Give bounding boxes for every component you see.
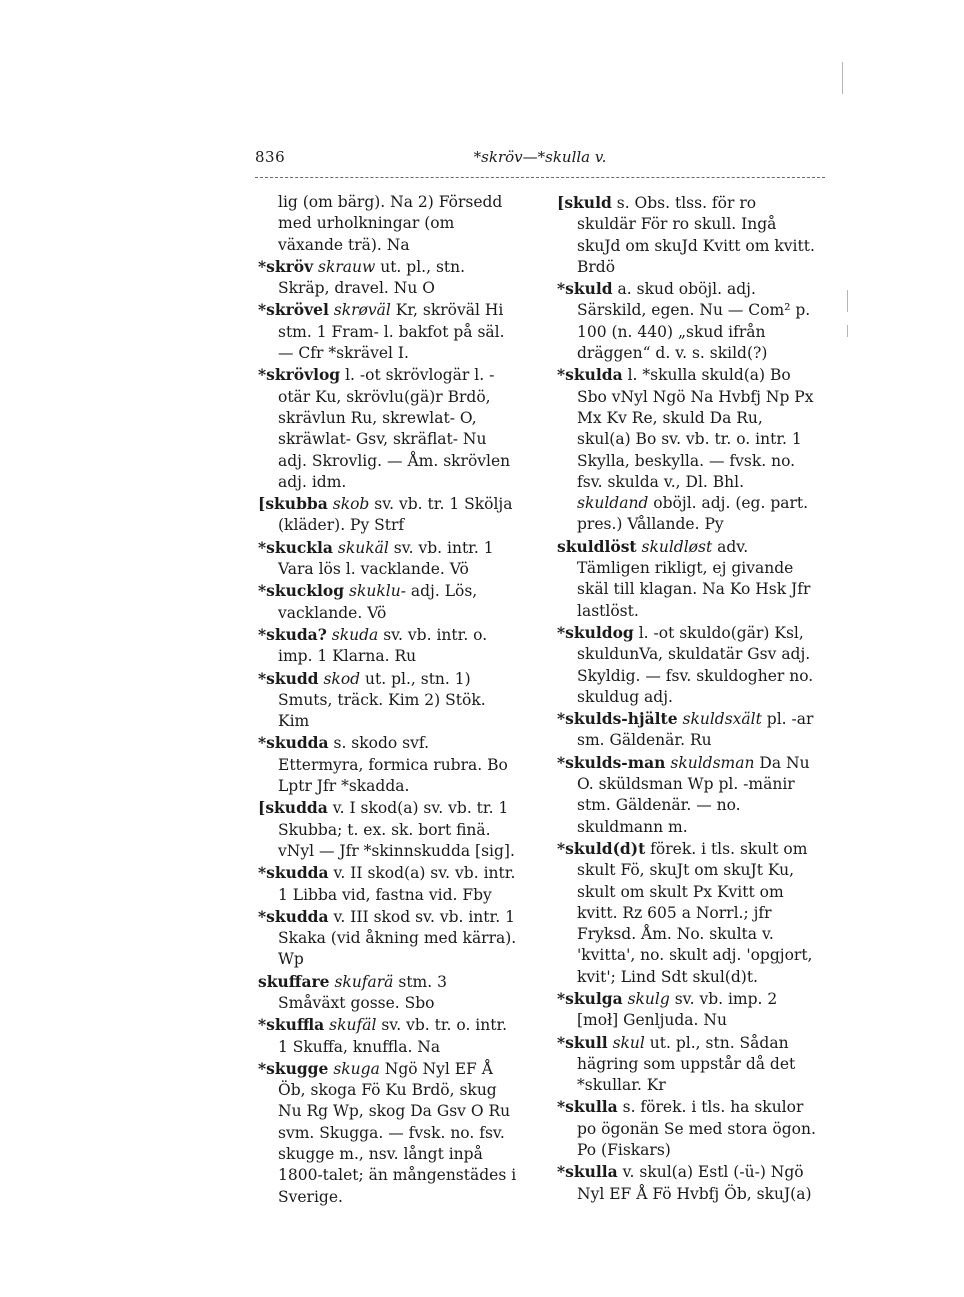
dialect-form: skod	[323, 669, 361, 688]
headword: *skuckla	[258, 537, 333, 557]
dictionary-entry: *skugge skuga Ngö Nyl EF Å Öb, skoga Fö Ku Brdö, skug Nu Rg Wp, skog Da Gsv O Ru svm. Skugga. — fvsk. no. fsv. skugge m., nsv. långt inpå 1800-talet; än mångenstädes i Sverige.	[258, 1058, 517, 1206]
dialect-form: skufarä	[334, 972, 394, 991]
headword: *skulga	[557, 988, 623, 1008]
headword: *skuld(d)t	[557, 838, 646, 858]
dialect-form: skuldsxält	[682, 710, 762, 729]
dialect-form: skuldand	[577, 494, 649, 513]
dictionary-entry: *skrövlog l. -ot skrövlogär l. -otär Ku, skrövlu(gä)r Brdö, skrävlun Ru, skrewlat- O, skräwlat- Gsv, skräflat- Nu adj. Skrovlig. — Åm. skrövlen adj. idm.	[258, 365, 511, 491]
running-head: *skröv—*skulla v.	[473, 148, 607, 166]
dictionary-entry: *skucklog skuklu- adj. Lös, vacklande. Vö	[258, 581, 478, 622]
headword: *skrövlog	[258, 365, 341, 385]
scan-margin-mark	[842, 62, 843, 94]
dictionary-entry: [skubba skob sv. vb. tr. 1 Skölja (kläder). Py Strf	[258, 494, 513, 535]
header-rule	[255, 177, 825, 178]
page-header	[255, 148, 825, 170]
headword: *skulds-hjälte	[557, 709, 678, 729]
dictionary-entry: *skuffla skufäl sv. vb. tr. o. intr. 1 Skuffa, knuffla. Na	[258, 1015, 508, 1056]
headword: *skuldog	[557, 622, 634, 642]
dialect-form: skuldsman	[670, 753, 755, 772]
dictionary-entry: *skuldog l. -ot skuldo(gär) Ksl, skuldunVa, skuldatär Gsv adj. Skyldig. — fsv. skuldogher no. skuldug adj.	[557, 622, 814, 706]
headword: *skrövel	[258, 300, 329, 320]
headword: *skröv	[258, 256, 314, 276]
headword: *skugge	[258, 1058, 329, 1078]
dictionary-entry: *skudda v. II skod(a) sv. vb. intr. 1 Libba vid, fastna vid. Fby	[258, 863, 516, 904]
dictionary-entry: *skulda l. *skulla skuld(a) Bo Sbo vNyl Ngö Na Hvbfj Np Px Mx Kv Re, skuld Da Ru, skul(a) Bo sv. vb. tr. o. intr. 1 Skylla, beskylla. — fvsk. no. fsv. skulda v., Dl. Bhl.	[557, 365, 814, 491]
headword: *skulda	[557, 365, 623, 385]
scan-margin-mark	[847, 290, 848, 312]
dictionary-entry: [skuld s. Obs. tlss. för ro skuldär För ro skull. Ingå skuJd om skuJd Kvitt om kvitt. Brdö	[557, 193, 815, 276]
headword: [skubba	[258, 494, 328, 514]
dialect-form: skrauw	[318, 257, 376, 276]
headword: *skull	[557, 1032, 608, 1052]
dictionary-entry: lig (om bärg). Na 2) Försedd med urholkningar (om växande trä). Na	[278, 193, 503, 254]
headword: *skudd	[258, 668, 319, 688]
headword: *skuda?	[258, 624, 327, 644]
dialect-form: skulg	[627, 989, 670, 1008]
headword: *skudda	[258, 906, 329, 926]
dialect-form: skuklu-	[349, 582, 406, 601]
dialect-form: skuda	[331, 625, 379, 644]
headword: *skulds-man	[557, 752, 666, 772]
dictionary-entry: *skulla s. förek. i tls. ha skulor po ögonän Se med stora ögon. Po (Fiskars)	[557, 1097, 816, 1160]
dictionary-entry: *skuckla skukäl sv. vb. intr. 1 Vara lös l. vacklande. Vö	[258, 537, 494, 579]
dialect-form: skob	[332, 495, 370, 514]
headword: *skuffla	[258, 1015, 325, 1035]
headword: *skudda	[258, 863, 329, 883]
dictionary-entry: *skudda s. skodo svf. Ettermyra, formica rubra. Bo Lptr Jfr *skadda.	[258, 733, 508, 796]
dictionary-entry: skuffare skufarä stm. 3 Småväxt gosse. Sbo	[258, 971, 447, 1012]
dictionary-entry: *skuda? skuda sv. vb. intr. o. imp. 1 Klarna. Ru	[258, 624, 488, 666]
right-column	[557, 192, 817, 1205]
dictionary-entry: *skudda v. III skod sv. vb. intr. 1 Skaka (vid åkning med kärra). Wp	[258, 906, 517, 969]
dictionary-entry: *skulga skulg sv. vb. imp. 2 [moł] Genljuda. Nu	[557, 988, 778, 1030]
dictionary-entry: *skull skul ut. pl., stn. Sådan hägring som uppstår då det *skullar. Kr	[557, 1032, 796, 1095]
dictionary-entry: skuldlöst skuldløst adv. Tämligen rikligt, ej givande skäl till klagan. Na Ko Hsk Jfr lastlöst.	[557, 536, 811, 620]
dialect-form: skufäl	[329, 1016, 377, 1035]
dialect-form: skuga	[333, 1059, 380, 1078]
dictionary-entry: *skulds-hjälte skuldsxält pl. -ar sm. Gäldenär. Ru	[557, 709, 814, 750]
dialect-form: skul	[612, 1033, 645, 1052]
dictionary-entry: *skrövel skrøväl Kr, skröväl Hi stm. 1 Fram- l. bakfot på säl. — Cfr *skrävel I.	[258, 300, 505, 363]
headword: *skuld	[557, 279, 613, 299]
dialect-form: skukäl	[337, 538, 389, 557]
headword: *skulla	[557, 1162, 618, 1182]
left-column	[258, 192, 518, 1208]
headword: *skudda	[258, 733, 329, 753]
dictionary-entry: *skuld(d)t förek. i tls. skult om skult Fö, skuJt om skuJt Ku, skult om skult Px Kvitt om kvitt. Rz 605 a Norrl.; jfr Fryksd. Åm. No. skulta v. 'kvitta', no. skult adj. 'opgjort, kvit'; Lind Sdt skul(d)t.	[557, 838, 813, 986]
page-number: 836	[255, 148, 286, 166]
dictionary-entry: *skulla v. skul(a) Estl (-ü-) Ngö Nyl EF Å Fö Hvbfj Öb, skuJ(a)	[557, 1162, 812, 1203]
dictionary-entry: *skröv skrauw ut. pl., stn. Skräp, dravel. Nu O	[258, 256, 466, 298]
scan-margin-mark	[847, 325, 848, 337]
headword: skuldlöst	[557, 536, 637, 556]
headword: [skudda	[258, 798, 328, 818]
dialect-form: skrøväl	[333, 301, 391, 320]
dictionary-entry: *skulds-man skuldsman Da Nu O. sküldsman Wp pl. -mänir stm. Gäldenär. — no. skuldmann m.	[557, 752, 810, 836]
dictionary-entry: [skudda v. I skod(a) sv. vb. tr. 1 Skubba; t. ex. sk. bort finä. vNyl — Jfr *skinnskudda [sig].	[258, 798, 515, 860]
dictionary-entry: skuldand oböjl. adj. (eg. part. pres.) Vållande. Py	[577, 494, 809, 534]
dialect-form: skuldløst	[641, 537, 713, 556]
headword: skuffare	[258, 971, 330, 991]
headword: [skuld	[557, 193, 612, 212]
dictionary-entry: *skuld a. skud oböjl. adj. Särskild, egen. Nu — Com² p. 100 (n. 440) „skud ifrån dräggen“ d. v. s. skild(?)	[557, 279, 811, 363]
headword: *skucklog	[258, 581, 345, 601]
headword: *skulla	[557, 1097, 618, 1117]
dictionary-entry: *skudd skod ut. pl., stn. 1) Smuts, träck. Kim 2) Stök. Kim	[258, 668, 486, 731]
